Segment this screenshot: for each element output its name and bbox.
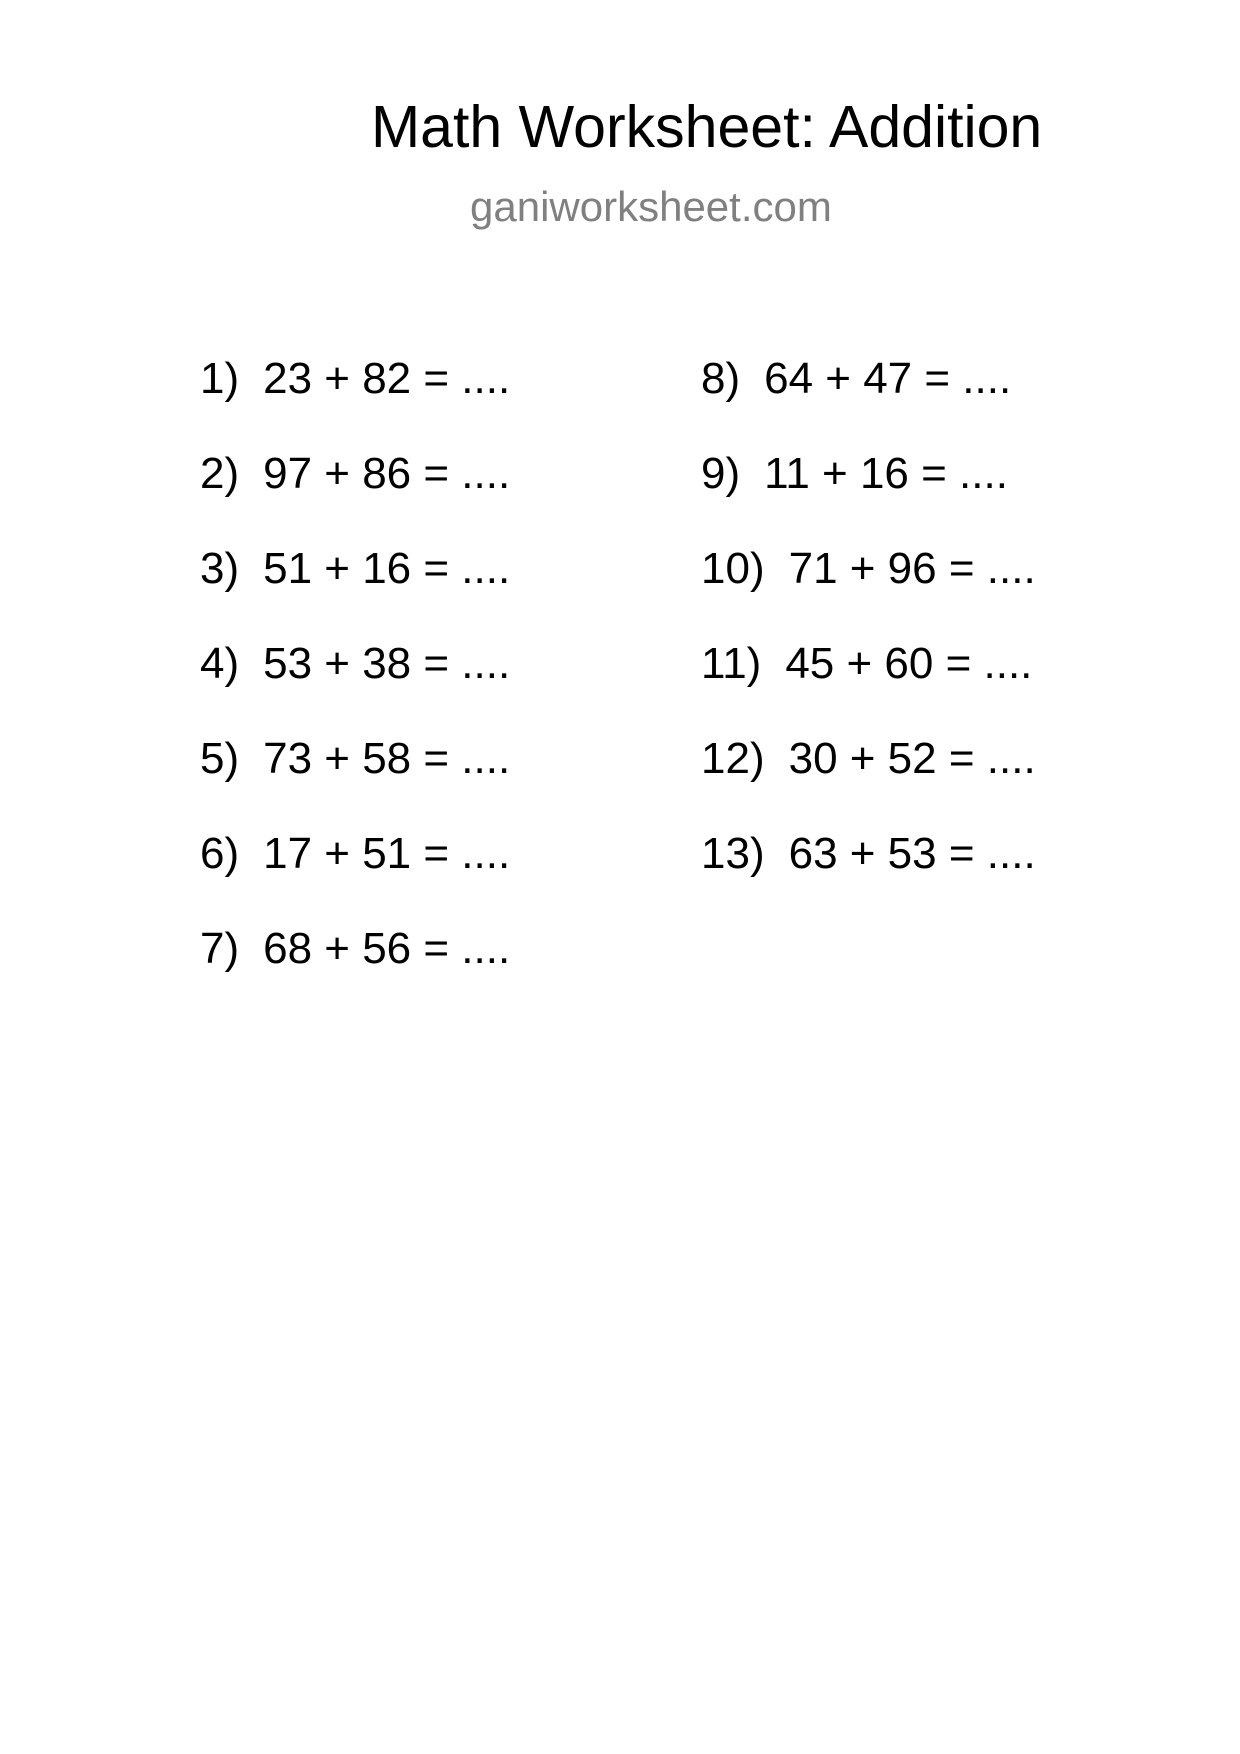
problem-expression: 17 + 51 = ....: [263, 829, 511, 878]
problem-number: 9): [701, 449, 741, 498]
problem-item: [701, 354, 1012, 403]
problem-number: 13): [701, 829, 765, 878]
problem-number: 1): [200, 354, 240, 403]
problem-number: 7): [200, 924, 240, 973]
problem-item: [701, 639, 1033, 688]
problem-expression: 45 + 60 = ....: [785, 639, 1033, 688]
problem-expression: 23 + 82 = ....: [263, 354, 511, 403]
problem-expression: 64 + 47 = ....: [764, 354, 1012, 403]
problem-expression: 53 + 38 = ....: [263, 639, 511, 688]
problem-number: 12): [701, 734, 765, 783]
problem-expression: 73 + 58 = ....: [263, 734, 511, 783]
site-name: ganiworksheet.com: [470, 183, 832, 230]
problem-expression: 68 + 56 = ....: [263, 924, 511, 973]
problem-expression: 63 + 53 = ....: [788, 829, 1036, 878]
problem-number: 2): [200, 449, 240, 498]
problem-item: [200, 639, 511, 688]
problem-item: [200, 924, 511, 973]
problem-expression: 71 + 96 = ....: [788, 544, 1036, 593]
problem-item: [200, 449, 511, 498]
problem-expression: 51 + 16 = ....: [263, 544, 511, 593]
problem-item: [200, 544, 511, 593]
problem-number: 4): [200, 639, 240, 688]
problem-number: 11): [701, 639, 762, 688]
problem-item: [200, 829, 511, 878]
problem-expression: 30 + 52 = ....: [788, 734, 1036, 783]
page-title: Math Worksheet: Addition: [371, 94, 1043, 160]
problem-item: [200, 734, 511, 783]
problem-number: 8): [701, 354, 741, 403]
problem-item: [200, 354, 511, 403]
problem-expression: 97 + 86 = ....: [263, 449, 511, 498]
problem-item: [701, 544, 1036, 593]
problem-number: 6): [200, 829, 240, 878]
problem-item: [701, 734, 1036, 783]
problem-expression: 11 + 16 = ....: [764, 449, 1008, 498]
problem-number: 10): [701, 544, 765, 593]
problem-number: 3): [200, 544, 240, 593]
problem-number: 5): [200, 734, 240, 783]
problem-item: [701, 829, 1036, 878]
problem-item: [701, 449, 1008, 498]
